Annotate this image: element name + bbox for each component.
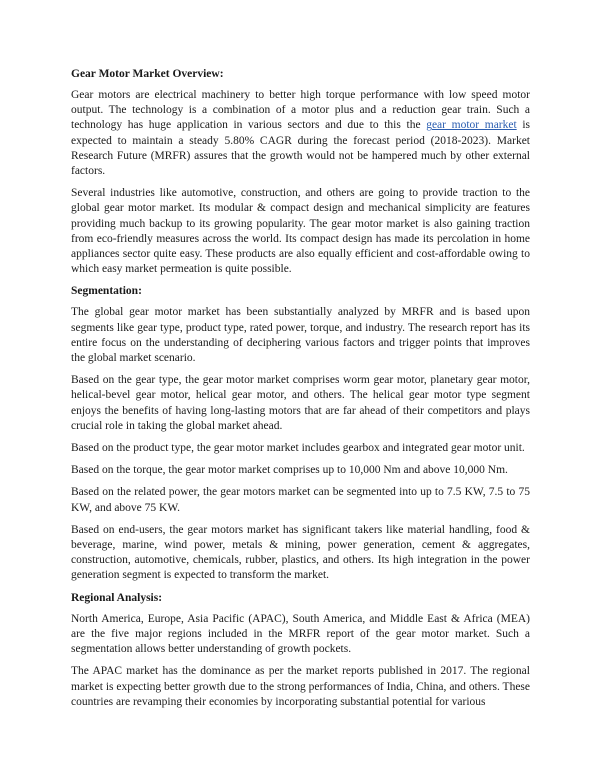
- overview-paragraph-1-text-b: is expected to maintain a steady 5.80% CAGR during the forecast period (2018-2023). Market Research Future (MRFR) assures that the growth would not be hampered much by other external factors.: [71, 119, 531, 178]
- segmentation-paragraph-1: The global gear motor market has been substantially analyzed by MRFR and is based upon segments like gear type, product type, rated power, torque, and industry. The research report has its entire focus on the understanding of deciphering various factors and trigger points that improves the global market scenario.: [71, 306, 530, 365]
- segmentation-paragraph-5: Based on the related power, the gear motors market can be segmented into up to 7.5 KW, 7.5 to 75 KW, and above 75 KW.: [71, 486, 530, 514]
- segmentation-paragraph-6: Based on end-users, the gear motors market has significant takers like material handling, food & beverage, marine, wind power, metals & mining, power generation, cement & aggregates, construction, automotive, chemicals, rubber, plastics, and others. Its high integration in the power generation segment is expected to transform the market.: [71, 523, 530, 582]
- overview-paragraph-1-text-a: Gear motors are electrical machinery to better high torque performance with low speed motor output. The technology is a combination of a motor plus and a reduction gear train. Such a technology has huge application in various sectors and due to this the: [71, 89, 530, 132]
- segmentation-paragraph-3: Based on the product type, the gear motor market includes gearbox and integrated gear motor unit.: [71, 442, 525, 455]
- overview-paragraph-2: Several industries like automotive, construction, and others are going to provide traction to the global gear motor market. Its modular & compact design and mechanical simplicity are features providing much backup to its growing popularity. The gear motor market is also gaining traction from eco-friendly measures across the world. Its compact design has made its percolation in home appliances sector quite easy. These products are also equally efficient and cost-affordable owing to which easy market permeation is quite possible.: [71, 187, 530, 276]
- document-page: [71, 67, 530, 717]
- segmentation-paragraph-4: Based on the torque, the gear motor market comprises up to 10,000 Nm and above 10,000 Nm.: [71, 464, 508, 477]
- overview-heading: Gear Motor Market Overview:: [71, 68, 224, 80]
- gear-motor-market-link[interactable]: gear motor market: [426, 119, 517, 132]
- segmentation-paragraph-2: Based on the gear type, the gear motor market comprises worm gear motor, planetary gear motor, helical-bevel gear motor, helical gear motor, and others. The helical gear motor type segment enjoys the benefits of having long-lasting motors that are far ahead of their competitors and plays crucial role in taking the global market ahead.: [71, 374, 530, 432]
- segmentation-heading: Segmentation:: [71, 285, 142, 298]
- regional-paragraph-2: The APAC market has the dominance as per the market reports published in 2017. The regional market is expecting better growth due to the strong performances of India, China, and others. These countries are revamping their economies by incorporating substantial potential for various: [71, 665, 530, 708]
- regional-paragraph-1: North America, Europe, Asia Pacific (APAC), South America, and Middle East & Africa (MEA) are the five major regions included in the MRFR report of the gear motor market. Such a segmentation allows better understanding of growth pockets.: [71, 612, 530, 656]
- regional-heading: Regional Analysis:: [71, 591, 163, 604]
- overview-paragraph-1: [71, 88, 530, 179]
